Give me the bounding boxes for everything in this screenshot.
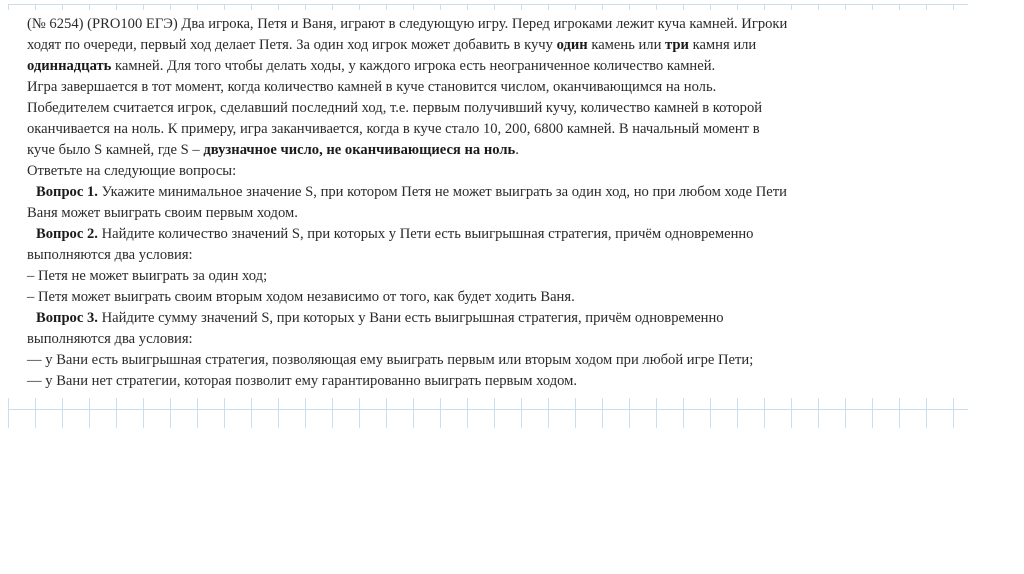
text-line: — у Вани есть выигрышная стратегия, позволяющая ему выиграть первым или вторым ходом при любой игре Пети; (27, 352, 754, 368)
text-line: куче было S камней, где S – двузначное число, не оканчивающиеся на ноль. (27, 142, 519, 158)
text-line: ходят по очереди, первый ход делает Петя. За один ход игрок может добавить в кучу один камень или три камня или (27, 37, 757, 53)
text-line: – Петя не может выиграть за один ход; (27, 268, 268, 284)
text-line: Игра завершается в тот момент, когда количество камней в куче становится числом, оканчивающимся на ноль. (27, 79, 717, 95)
text-line: Победителем считается игрок, сделавший последний ход, т.е. первым получивший кучу, количество камней в которой (27, 100, 763, 116)
text-line: одиннадцать камней. Для того чтобы делать ходы, у каждого игрока есть неограниченное количество камней. (27, 58, 716, 74)
graph-paper-sheet (8, 4, 968, 428)
text-line: выполняются два условия: (27, 331, 193, 347)
grid-strip (8, 398, 968, 428)
text-line: — у Вани нет стратегии, которая позволит ему гарантированно выиграть первым ходом. (27, 373, 578, 389)
question-label: Вопрос 1. (36, 184, 98, 200)
text-line: выполняются два условия: (27, 247, 193, 263)
problem-text (8, 10, 968, 398)
question-3: Вопрос 3. Найдите сумму значений S, при которых у Вани есть выигрышная стратегия, причём одновременно (36, 310, 724, 326)
text-line: – Петя может выиграть своим вторым ходом независимо от того, как будет ходить Ваня. (27, 289, 575, 305)
text-line: Ваня может выиграть своим первым ходом. (27, 205, 298, 221)
question-label: Вопрос 2. (36, 226, 98, 242)
text-line: оканчивается на ноль. К примеру, игра заканчивается, когда в куче стало 10, 200, 6800 камней. В начальный момент в (27, 121, 760, 137)
text-line: Ответьте на следующие вопросы: (27, 163, 237, 179)
question-2: Вопрос 2. Найдите количество значений S, при которых у Пети есть выигрышная стратегия, причём одновременно (36, 226, 754, 242)
text-line: (№ 6254) (PRO100 ЕГЭ) Два игрока, Петя и Ваня, играют в следующую игру. Перед игроками лежит куча камней. Игроки (27, 16, 788, 32)
question-1: Вопрос 1. Укажите минимальное значение S, при котором Петя не может выиграть за один ход, но при любом ходе Пети (36, 184, 787, 200)
question-label: Вопрос 3. (36, 310, 98, 326)
